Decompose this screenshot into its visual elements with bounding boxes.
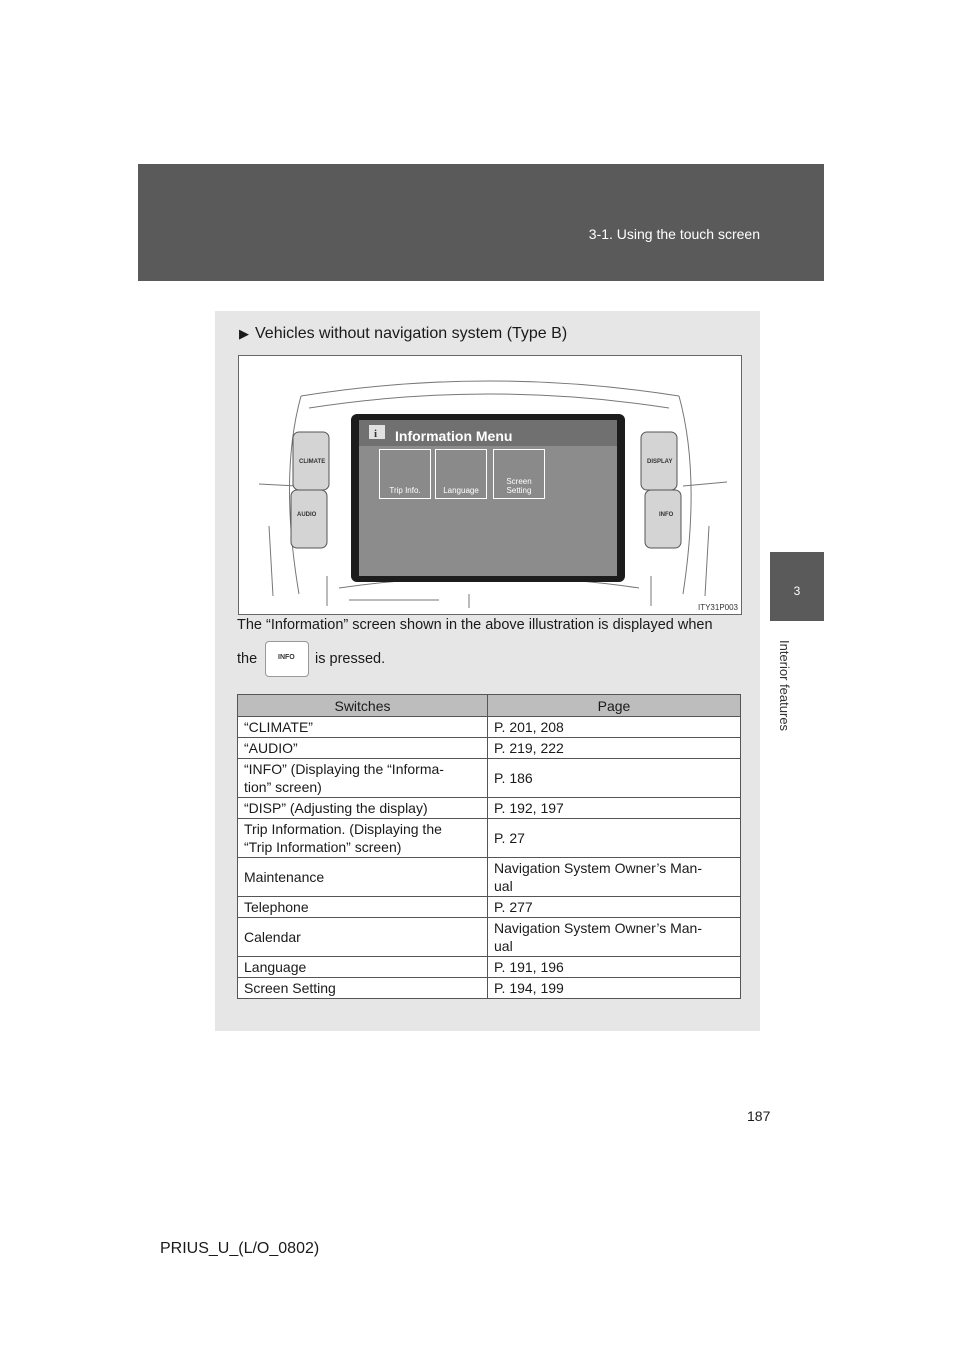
screen-setting-label: Screen Setting xyxy=(506,477,532,495)
table-header-row xyxy=(238,695,741,717)
header-page: Page xyxy=(488,695,741,717)
subsection-heading xyxy=(239,325,567,343)
body-sentence-post: is pressed. xyxy=(315,651,386,667)
trip-info-label: Trip Info. xyxy=(389,486,421,495)
table-row xyxy=(238,819,741,858)
table-row xyxy=(238,717,741,738)
page-cell: P. 191, 196 xyxy=(488,957,741,978)
table-row xyxy=(238,858,741,897)
section-title: 3-1. Using the touch screen xyxy=(588,226,760,242)
switch-cell: “INFO” (Displaying the “Informa- tion” screen) xyxy=(238,759,488,798)
header-band xyxy=(138,164,824,281)
switch-cell: Trip Information. (Displaying the “Trip Information” screen) xyxy=(238,819,488,858)
switch-cell: Telephone xyxy=(238,897,488,918)
switch-cell: Language xyxy=(238,957,488,978)
switch-cell: “DISP” (Adjusting the display) xyxy=(238,798,488,819)
chapter-label: Interior features xyxy=(777,640,792,732)
header-switches: Switches xyxy=(238,695,488,717)
page-cell: Navigation System Owner’s Man- ual xyxy=(488,918,741,957)
table-row xyxy=(238,918,741,957)
switch-cell: “AUDIO” xyxy=(238,738,488,759)
chapter-tab xyxy=(770,552,824,621)
body-sentence-pre: the xyxy=(237,651,258,667)
table-row xyxy=(238,897,741,918)
chapter-number: 3 xyxy=(793,584,801,598)
dashboard-drawing xyxy=(239,356,741,614)
screen-setting-menu-button xyxy=(493,449,545,499)
table-row xyxy=(238,759,741,798)
info-button-icon xyxy=(265,641,309,677)
subsection-heading-text: Vehicles without navigation system (Type B) xyxy=(255,325,568,342)
page-cell: P. 186 xyxy=(488,759,741,798)
page-cell: P. 219, 222 xyxy=(488,738,741,759)
switch-cell: Maintenance xyxy=(238,858,488,897)
info-button-label: INFO xyxy=(278,654,295,661)
page-cell: P. 201, 208 xyxy=(488,717,741,738)
climate-control-label: CLIMATE xyxy=(299,459,326,465)
page-cell: P. 192, 197 xyxy=(488,798,741,819)
table-row xyxy=(238,738,741,759)
trip-info-menu-button xyxy=(379,449,431,499)
page-cell: P. 277 xyxy=(488,897,741,918)
display-control-label: DISPLAY xyxy=(647,459,673,465)
page-cell: P. 27 xyxy=(488,819,741,858)
body-sentence-line1: The “Information” screen shown in the above illustration is displayed when xyxy=(237,617,713,633)
screen-title: Information Menu xyxy=(395,428,513,444)
page-number: 187 xyxy=(747,1108,771,1124)
language-label: Language xyxy=(443,486,479,495)
switch-cell: Screen Setting xyxy=(238,978,488,999)
audio-control-label: AUDIO xyxy=(297,512,317,518)
switch-cell: Calendar xyxy=(238,918,488,957)
table-row xyxy=(238,798,741,819)
svg-text:i: i xyxy=(374,428,378,440)
table-row xyxy=(238,957,741,978)
info-control-label: INFO xyxy=(659,512,674,518)
switch-cell: “CLIMATE” xyxy=(238,717,488,738)
triangle-bullet-icon: ▶ xyxy=(239,326,249,341)
dashboard-illustration xyxy=(238,355,742,615)
switches-table xyxy=(237,694,741,999)
figure-id: ITY31P003 xyxy=(697,603,738,612)
page-cell: P. 194, 199 xyxy=(488,978,741,999)
footer-doc-code: PRIUS_U_(L/O_0802) xyxy=(160,1240,320,1257)
language-menu-button xyxy=(435,449,487,499)
page-cell: Navigation System Owner’s Man- ual xyxy=(488,858,741,897)
table-row xyxy=(238,978,741,999)
